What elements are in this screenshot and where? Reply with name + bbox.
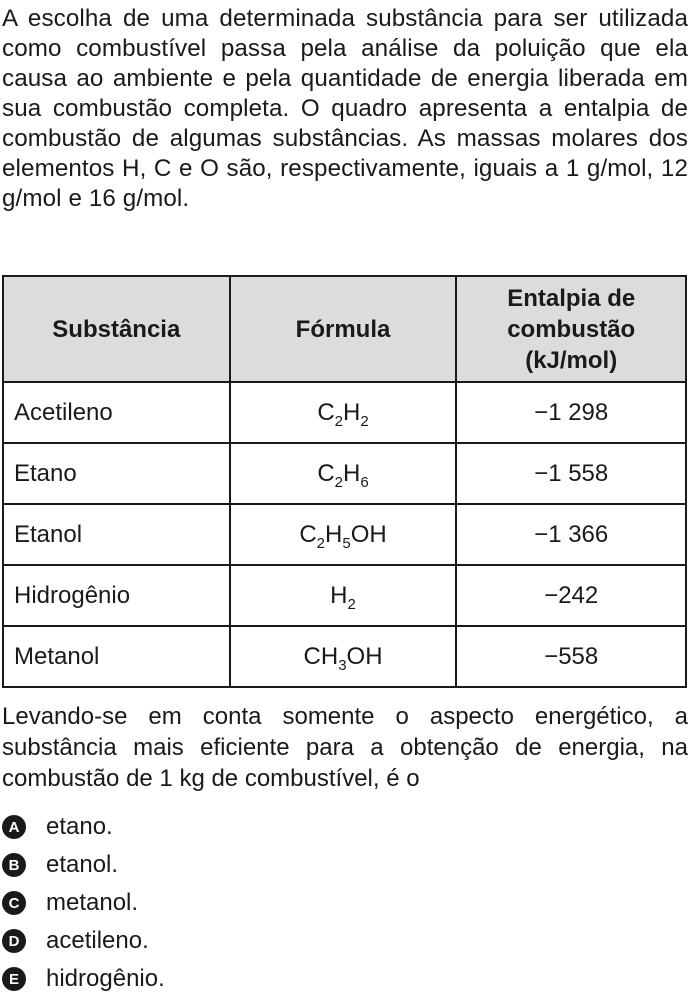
formula-subscript: 6: [360, 473, 369, 491]
table-row: [3, 443, 686, 504]
formula-symbol: H: [330, 581, 348, 609]
substance-name: Hidrogênio: [3, 565, 230, 626]
substance-formula: [230, 382, 457, 443]
question-text: Levando-se em conta somente o aspecto energético, a substância mais eficiente para a obtenção de energia, na combustão de 1 kg de combustível, é o: [2, 703, 688, 792]
table-header-row: [3, 276, 686, 382]
answer-option-d[interactable]: [2, 922, 688, 960]
intro-paragraph: A escolha de uma determinada substância para ser utilizada como combustível passa pela análise da poluição que ela causa ao ambiente e pela quantidade de energia liberada em sua combustão completa. O quadro apresenta a entalpia de combustão de algumas substâncias. As massas molares dos elementos H, C e O são, respectivamente, iguais a 1 g/mol, 12 g/mol e 16 g/mol.: [2, 5, 688, 212]
enthalpy-value: −1 298: [456, 382, 686, 443]
substance-name: Acetileno: [3, 382, 230, 443]
substance-formula: [230, 626, 457, 687]
formula-symbol: C: [299, 520, 317, 548]
answer-option-e[interactable]: [2, 960, 688, 998]
answer-option-a[interactable]: [2, 808, 688, 846]
formula-subscript: 2: [360, 412, 369, 430]
table-row: [3, 626, 686, 687]
option-letter-badge: E: [2, 967, 26, 991]
header-enthalpy-line-1: Entalpia de: [507, 284, 636, 312]
formula-symbol: CH: [303, 642, 339, 670]
option-letter-badge: C: [2, 891, 26, 915]
header-enthalpy: [456, 276, 686, 382]
header-substance: Substância: [3, 276, 230, 382]
header-enthalpy-line-2: combustão: [507, 315, 636, 343]
option-letter-badge: B: [2, 853, 26, 877]
formula-subscript: 2: [334, 473, 344, 491]
enthalpy-value: −242: [456, 565, 686, 626]
answer-option-b[interactable]: [2, 846, 688, 884]
formula-subscript: 2: [347, 595, 356, 613]
table-row: [3, 565, 686, 626]
table-body: [3, 382, 686, 687]
enthalpy-value: −558: [456, 626, 686, 687]
formula-symbol: H: [343, 459, 361, 487]
formula-symbol: OH: [346, 642, 383, 670]
answer-option-c[interactable]: [2, 884, 688, 922]
formula-symbol: OH: [350, 520, 387, 548]
formula-subscript: 3: [338, 656, 347, 674]
formula-symbol: C: [317, 398, 335, 426]
substance-name: Etano: [3, 443, 230, 504]
enthalpy-value: −1 558: [456, 443, 686, 504]
option-text: metanol.: [46, 889, 139, 916]
option-text: etanol.: [46, 851, 119, 878]
substance-formula: [230, 443, 457, 504]
substance-formula: [230, 504, 457, 565]
option-text: hidrogênio.: [46, 965, 165, 992]
enthalpy-table: [2, 275, 687, 688]
option-text: acetileno.: [46, 927, 149, 954]
formula-symbol: H: [325, 520, 343, 548]
substance-formula: [230, 565, 457, 626]
option-text: etano.: [46, 813, 113, 840]
substance-name: Etanol: [3, 504, 230, 565]
formula-subscript: 5: [342, 534, 351, 552]
enthalpy-value: −1 366: [456, 504, 686, 565]
formula-subscript: 2: [334, 412, 344, 430]
option-letter-badge: D: [2, 929, 26, 953]
formula-symbol: H: [343, 398, 361, 426]
header-enthalpy-line-3: (kJ/mol): [525, 346, 618, 374]
formula-symbol: C: [317, 459, 335, 487]
header-formula: Fórmula: [230, 276, 457, 382]
table-row: [3, 504, 686, 565]
substance-name: Metanol: [3, 626, 230, 687]
option-letter-badge: A: [2, 815, 26, 839]
table-row: [3, 382, 686, 443]
answer-options: [2, 808, 688, 998]
formula-subscript: 2: [316, 534, 326, 552]
